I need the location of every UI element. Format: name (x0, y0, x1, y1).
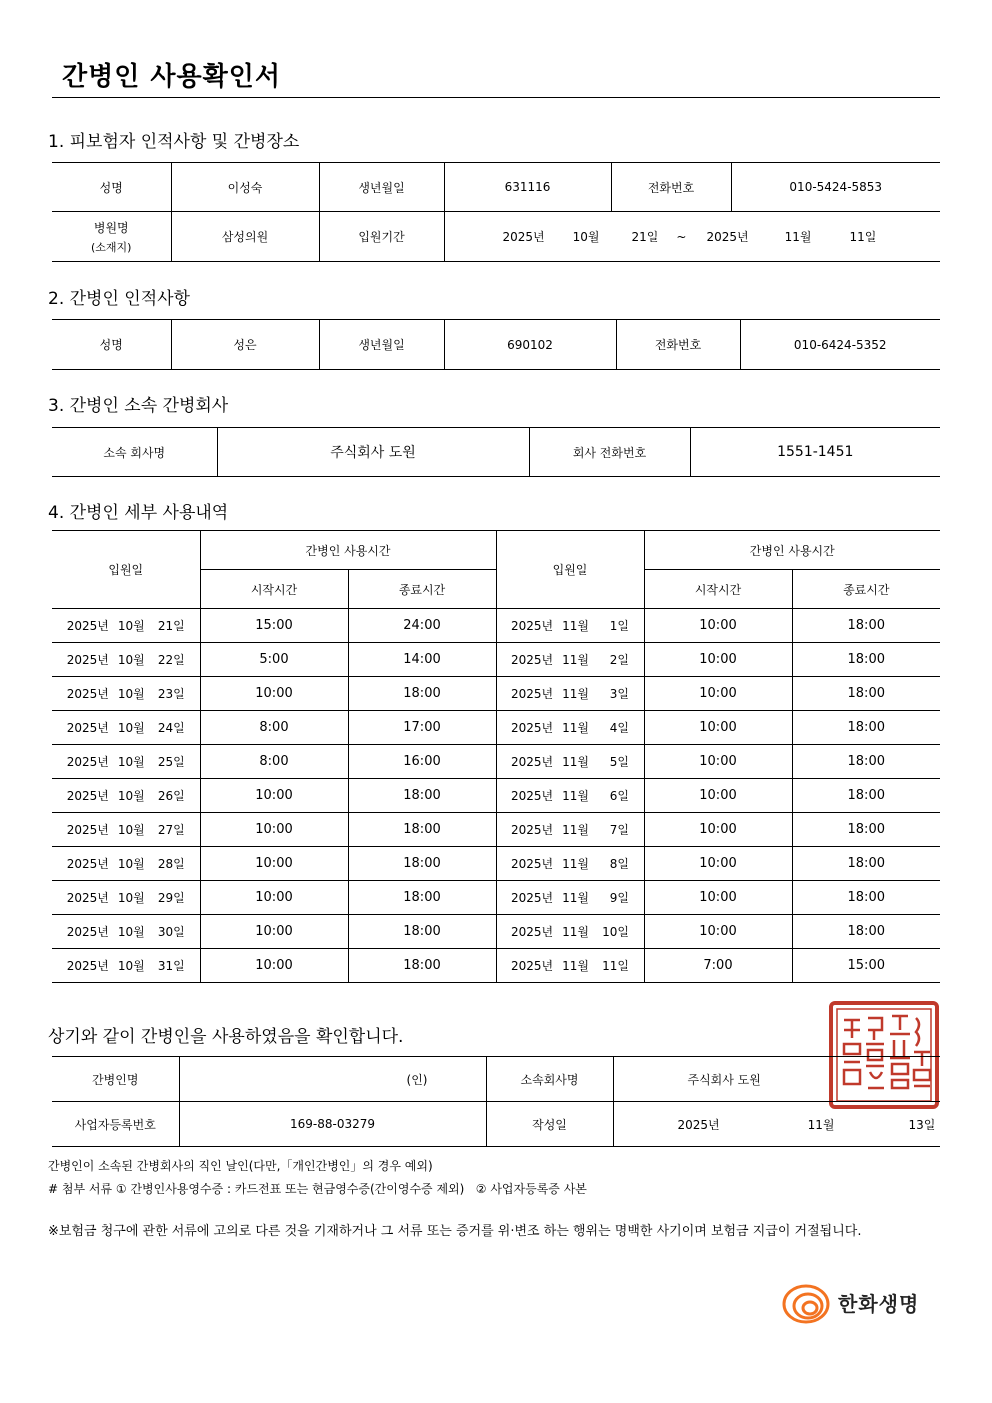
admit-date-part: 10월 (117, 619, 145, 633)
admit-date-part: 2025년 (511, 789, 554, 803)
admit-date-part: 2025년 (511, 857, 554, 871)
insured-phone-label: 전화번호 (611, 163, 731, 212)
start-time-left: 10:00 (200, 881, 348, 915)
admit-date-part: 21일 (157, 619, 185, 633)
end-time-right: 18:00 (792, 609, 940, 643)
table-row (52, 949, 940, 983)
admit-date-left (52, 847, 200, 881)
start-time-right: 10:00 (644, 847, 792, 881)
start-time-left: 10:00 (200, 779, 348, 813)
insured-info-table (52, 162, 940, 262)
admit-date-part: 2025년 (66, 721, 109, 735)
end-time-left: 24:00 (348, 609, 496, 643)
period-to-month: 11월 (784, 230, 812, 244)
admit-date-part: 2025년 (511, 653, 554, 667)
end-time-right: 15:00 (792, 949, 940, 983)
admit-date-part: 2025년 (66, 959, 109, 973)
admit-date-part: 2025년 (66, 823, 109, 837)
admit-date-part: 2025년 (511, 823, 554, 837)
admit-date-part: 11월 (562, 721, 589, 735)
hospital-name: 삼성의원 (171, 212, 319, 262)
admit-date-part: 2025년 (511, 891, 554, 905)
period-from-month: 10월 (572, 230, 600, 244)
admit-date-header-right: 입원일 (496, 531, 644, 609)
admit-date-part: 8일 (609, 857, 629, 871)
start-time-left: 8:00 (200, 745, 348, 779)
admit-date-part: 11월 (562, 857, 589, 871)
admit-date-part: 1일 (609, 619, 629, 633)
confirmation-table (52, 1056, 940, 1147)
start-time-left: 10:00 (200, 949, 348, 983)
period-to-year: 2025년 (706, 230, 749, 244)
admit-date-left (52, 813, 200, 847)
admit-date-part: 2025년 (66, 891, 109, 905)
date-year: 2025년 (677, 1117, 720, 1132)
admit-date-part: 2025년 (66, 755, 109, 769)
admit-date-right (496, 915, 644, 949)
start-time-right: 7:00 (644, 949, 792, 983)
admit-date-part: 3일 (609, 687, 629, 701)
admit-date-part: 6일 (609, 789, 629, 803)
period-label: 입원기간 (319, 212, 444, 262)
admit-date-part: 2025년 (66, 653, 109, 667)
section3-heading: 3. 간병인 소속 간병회사 (48, 396, 229, 416)
insured-birth: 631116 (444, 163, 611, 212)
end-time-left: 18:00 (348, 881, 496, 915)
caregiver-birth: 690102 (444, 320, 616, 370)
seal-mark: (인) (406, 1072, 428, 1087)
admit-date-part: 2025년 (511, 619, 554, 633)
start-time-header-right: 시작시간 (644, 570, 792, 609)
company-phone: 1551-1451 (690, 428, 940, 477)
admit-date-part: 10월 (117, 925, 145, 939)
table-row (52, 813, 940, 847)
admit-date-right (496, 643, 644, 677)
admit-date-left (52, 949, 200, 983)
admit-date-part: 28일 (157, 857, 185, 871)
admit-date-left (52, 881, 200, 915)
admit-date-part: 30일 (157, 925, 185, 939)
admit-date-left (52, 915, 200, 949)
admit-date-right (496, 949, 644, 983)
admit-date-left (52, 609, 200, 643)
admit-date-part: 10일 (602, 925, 629, 939)
admit-date-left (52, 643, 200, 677)
period-separator: ~ (676, 230, 687, 244)
caregiver-signature-field (179, 1057, 486, 1102)
admit-date-part: 11월 (562, 823, 589, 837)
title-divider (52, 97, 940, 98)
admit-date-right (496, 745, 644, 779)
end-time-left: 18:00 (348, 847, 496, 881)
end-time-right: 18:00 (792, 847, 940, 881)
admit-date-part: 11월 (562, 925, 589, 939)
page-title: 간병인 사용확인서 (62, 62, 281, 92)
end-time-right: 18:00 (792, 881, 940, 915)
admit-date-left (52, 677, 200, 711)
end-time-right: 18:00 (792, 915, 940, 949)
usage-time-header-left: 간병인 사용시간 (200, 531, 496, 570)
admit-date-part: 2025년 (66, 857, 109, 871)
end-time-left: 18:00 (348, 813, 496, 847)
start-time-right: 10:00 (644, 745, 792, 779)
hanwha-life-logo (780, 1280, 940, 1328)
usage-detail-table (52, 530, 940, 983)
admit-date-part: 10월 (117, 755, 145, 769)
table-row (52, 643, 940, 677)
admit-date-right (496, 881, 644, 915)
end-time-left: 17:00 (348, 711, 496, 745)
caregiver-info-table (52, 319, 940, 370)
period-from-day: 21일 (631, 230, 659, 244)
start-time-right: 10:00 (644, 881, 792, 915)
admit-date-part: 10월 (117, 823, 145, 837)
admit-date-part: 2025년 (511, 959, 554, 973)
admit-date-part: 9일 (609, 891, 629, 905)
end-time-left: 18:00 (348, 949, 496, 983)
period-from-year: 2025년 (502, 230, 545, 244)
admit-date-part: 2025년 (66, 687, 109, 701)
admit-date-part: 11월 (562, 789, 589, 803)
admit-date-part: 23일 (157, 687, 185, 701)
admit-date-part: 10월 (117, 653, 145, 667)
end-time-right: 18:00 (792, 779, 940, 813)
admit-date-part: 11월 (562, 653, 589, 667)
admit-date-part: 11월 (562, 891, 589, 905)
insured-birth-label: 생년월일 (319, 163, 444, 212)
admit-date-part: 2025년 (66, 789, 109, 803)
start-time-right: 10:00 (644, 677, 792, 711)
table-row (52, 847, 940, 881)
fraud-warning: ※보험금 청구에 관한 서류에 고의로 다른 것을 기재하거나 그 서류 또는 증거를 위·변조 하는 행위는 명백한 사기이며 보험금 지급이 거절됩니다. (48, 1224, 862, 1239)
end-time-left: 14:00 (348, 643, 496, 677)
admit-date-part: 2025년 (66, 619, 109, 633)
admit-date-header-left: 입원일 (52, 531, 200, 609)
hospital-label (52, 212, 171, 262)
insured-name-label: 성명 (52, 163, 171, 212)
table-row (52, 915, 940, 949)
start-time-left: 15:00 (200, 609, 348, 643)
biz-number: 169-88-03279 (179, 1102, 486, 1147)
caregiver-name-label: 성명 (52, 320, 171, 370)
admit-date-part: 29일 (157, 891, 185, 905)
brand-name: 한화생명 (838, 1292, 920, 1316)
company-name-label: 소속 회사명 (52, 428, 217, 477)
admit-date-right (496, 779, 644, 813)
end-time-header-right: 종료시간 (792, 570, 940, 609)
written-date (613, 1102, 940, 1147)
admit-date-part: 2025년 (511, 925, 554, 939)
admit-date-part: 22일 (157, 653, 185, 667)
admit-date-part: 27일 (157, 823, 185, 837)
written-date-label: 작성일 (486, 1102, 613, 1147)
caregiver-birth-label: 생년월일 (319, 320, 444, 370)
company-phone-label: 회사 전화번호 (529, 428, 690, 477)
end-time-left: 18:00 (348, 915, 496, 949)
start-time-header-left: 시작시간 (200, 570, 348, 609)
end-time-right: 18:00 (792, 711, 940, 745)
start-time-right: 10:00 (644, 813, 792, 847)
start-time-right: 10:00 (644, 711, 792, 745)
admit-date-part: 2025년 (66, 925, 109, 939)
usage-time-header-right: 간병인 사용시간 (644, 531, 940, 570)
admit-date-part: 25일 (157, 755, 185, 769)
start-time-left: 10:00 (200, 677, 348, 711)
start-time-left: 10:00 (200, 847, 348, 881)
hospital-label-sub: (소재지) (91, 240, 132, 254)
admit-date-part: 10월 (117, 857, 145, 871)
admit-date-part: 11월 (562, 619, 589, 633)
admit-date-part: 11월 (562, 959, 589, 973)
table-row (52, 745, 940, 779)
admit-date-part: 24일 (157, 721, 185, 735)
start-time-left: 10:00 (200, 813, 348, 847)
start-time-left: 5:00 (200, 643, 348, 677)
admit-date-left (52, 779, 200, 813)
admit-date-right (496, 609, 644, 643)
admit-date-part: 7일 (609, 823, 629, 837)
admit-date-part: 5일 (609, 755, 629, 769)
admit-date-part: 10월 (117, 687, 145, 701)
end-time-left: 18:00 (348, 779, 496, 813)
admit-date-part: 2025년 (511, 755, 554, 769)
end-time-left: 16:00 (348, 745, 496, 779)
admit-date-part: 4일 (609, 721, 629, 735)
date-day: 13일 (908, 1117, 936, 1132)
table-row (52, 881, 940, 915)
affiliated-company: 주식회사 도원 (613, 1057, 940, 1102)
admit-date-part: 10월 (117, 721, 145, 735)
admit-date-left (52, 711, 200, 745)
section2-heading: 2. 간병인 인적사항 (48, 289, 190, 309)
company-name: 주식회사 도원 (217, 428, 529, 477)
admission-period (444, 212, 940, 262)
admit-date-right (496, 847, 644, 881)
seal-note: 간병인이 소속된 간병회사의 직인 날인(다만,「개인간병인」의 경우 예외) (48, 1159, 433, 1173)
admit-date-part: 2025년 (511, 721, 554, 735)
insured-name: 이성숙 (171, 163, 319, 212)
caregiver-label: 간병인명 (52, 1057, 179, 1102)
attachment-note: # 첨부 서류 ① 간병인사용영수증 : 카드전표 또는 현금영수증(간이영수증 제외) ② 사업자등록증 사본 (48, 1182, 587, 1196)
admit-date-part: 2025년 (511, 687, 554, 701)
admit-date-right (496, 677, 644, 711)
caregiver-name: 성은 (171, 320, 319, 370)
caregiver-phone: 010-6424-5352 (740, 320, 940, 370)
admit-date-right (496, 711, 644, 745)
table-row (52, 677, 940, 711)
start-time-left: 10:00 (200, 915, 348, 949)
biz-number-label: 사업자등록번호 (52, 1102, 179, 1147)
admit-date-part: 11일 (602, 959, 629, 973)
insured-phone: 010-5424-5853 (731, 163, 940, 212)
section1-heading: 1. 피보험자 인적사항 및 간병장소 (48, 132, 300, 152)
admit-date-part: 26일 (157, 789, 185, 803)
start-time-right: 10:00 (644, 609, 792, 643)
admit-date-part: 31일 (157, 959, 185, 973)
end-time-right: 18:00 (792, 745, 940, 779)
table-row (52, 609, 940, 643)
admit-date-left (52, 745, 200, 779)
hanwha-flame-icon (780, 1280, 836, 1328)
end-time-right: 18:00 (792, 813, 940, 847)
end-time-right: 18:00 (792, 643, 940, 677)
admit-date-part: 10월 (117, 891, 145, 905)
admit-date-part: 11월 (562, 687, 589, 701)
admit-date-part: 10월 (117, 789, 145, 803)
hospital-label-main: 병원명 (93, 220, 129, 235)
end-time-left: 18:00 (348, 677, 496, 711)
table-row (52, 711, 940, 745)
caregiver-phone-label: 전화번호 (616, 320, 740, 370)
start-time-left: 8:00 (200, 711, 348, 745)
section4-heading: 4. 간병인 세부 사용내역 (48, 503, 229, 523)
admit-date-part: 10월 (117, 959, 145, 973)
end-time-header-left: 종료시간 (348, 570, 496, 609)
date-month: 11월 (807, 1117, 835, 1132)
affiliated-company-label: 소속회사명 (486, 1057, 613, 1102)
admit-date-part: 2일 (609, 653, 629, 667)
period-to-day: 11일 (849, 230, 877, 244)
admit-date-right (496, 813, 644, 847)
admit-date-part: 11월 (562, 755, 589, 769)
table-row (52, 779, 940, 813)
start-time-right: 10:00 (644, 915, 792, 949)
start-time-right: 10:00 (644, 643, 792, 677)
start-time-right: 10:00 (644, 779, 792, 813)
company-info-table (52, 427, 940, 477)
end-time-right: 18:00 (792, 677, 940, 711)
confirmation-statement: 상기와 같이 간병인을 사용하였음을 확인합니다. (48, 1027, 404, 1047)
